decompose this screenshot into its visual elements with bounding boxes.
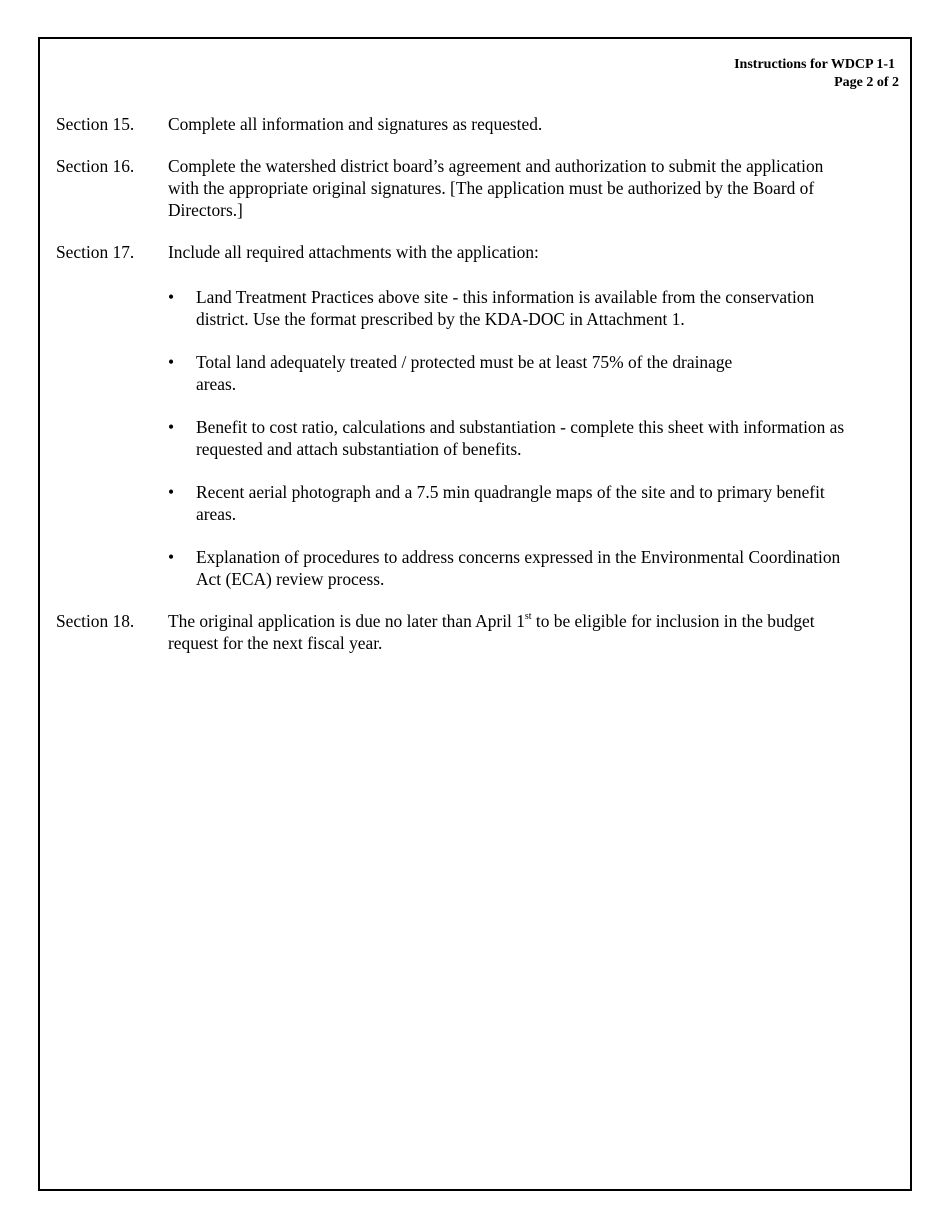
list-item-text: Act (ECA) review process. [196, 569, 385, 589]
section-text [168, 610, 896, 632]
section-text: Directors.] [168, 200, 243, 220]
page-header [734, 56, 899, 92]
list-item-text: Recent aerial photograph and a 7.5 min quadrangle maps of the site and to primary benefit [196, 482, 825, 502]
bullet-icon: • [168, 417, 175, 437]
list-item-text: Benefit to cost ratio, calculations and substantiation - complete this sheet with information as [196, 417, 845, 437]
list-item [168, 416, 896, 460]
bullet-icon: • [168, 352, 175, 372]
list-item [168, 546, 896, 590]
list-item [168, 351, 896, 395]
bullet-icon: • [168, 482, 175, 502]
list-item-text: areas. [196, 504, 237, 524]
list-item-text: district. Use the format prescribed by the KDA-DOC in Attachment 1. [196, 309, 685, 329]
section-16 [56, 155, 896, 221]
list-item-text: Total land adequately treated / protected must be at least 75% of the drainage [196, 352, 733, 372]
list-item-text: requested and attach substantiation of benefits. [196, 439, 522, 459]
bullet-icon: • [168, 547, 175, 567]
section-text: Complete all information and signatures as requested. [168, 114, 543, 134]
list-item-text: Explanation of procedures to address concerns expressed in the Environmental Coordination [196, 547, 841, 567]
list-item-text: Land Treatment Practices above site - this information is available from the conservation [196, 287, 815, 307]
section-text: Complete the watershed district board’s agreement and authorization to submit the application [168, 156, 824, 176]
section-text-part: to be eligible for inclusion in the budget [531, 611, 815, 631]
list-item [168, 286, 896, 330]
section-15 [56, 113, 896, 135]
section-17 [56, 241, 896, 263]
section-label: Section 15. [56, 114, 135, 134]
section-label: Section 16. [56, 156, 135, 176]
attachments-list [168, 286, 896, 590]
list-item [168, 481, 896, 525]
section-text: with the appropriate original signatures. [The application must be authorized by the Board of [168, 178, 815, 198]
section-18 [56, 610, 896, 654]
form-title: Instructions for WDCP 1-1 [734, 57, 895, 72]
instructions-body [56, 113, 896, 654]
section-text: Include all required attachments with the application: [168, 242, 539, 262]
page-number: Page 2 of 2 [834, 75, 899, 90]
section-text: request for the next fiscal year. [168, 633, 383, 653]
ordinal-suffix: st [524, 611, 532, 623]
bullet-icon: • [168, 287, 175, 307]
list-item-text: areas. [196, 374, 237, 394]
section-text-part: The original application is due no later than April 1 [168, 611, 525, 631]
section-label: Section 17. [56, 242, 135, 262]
section-label: Section 18. [56, 611, 135, 631]
